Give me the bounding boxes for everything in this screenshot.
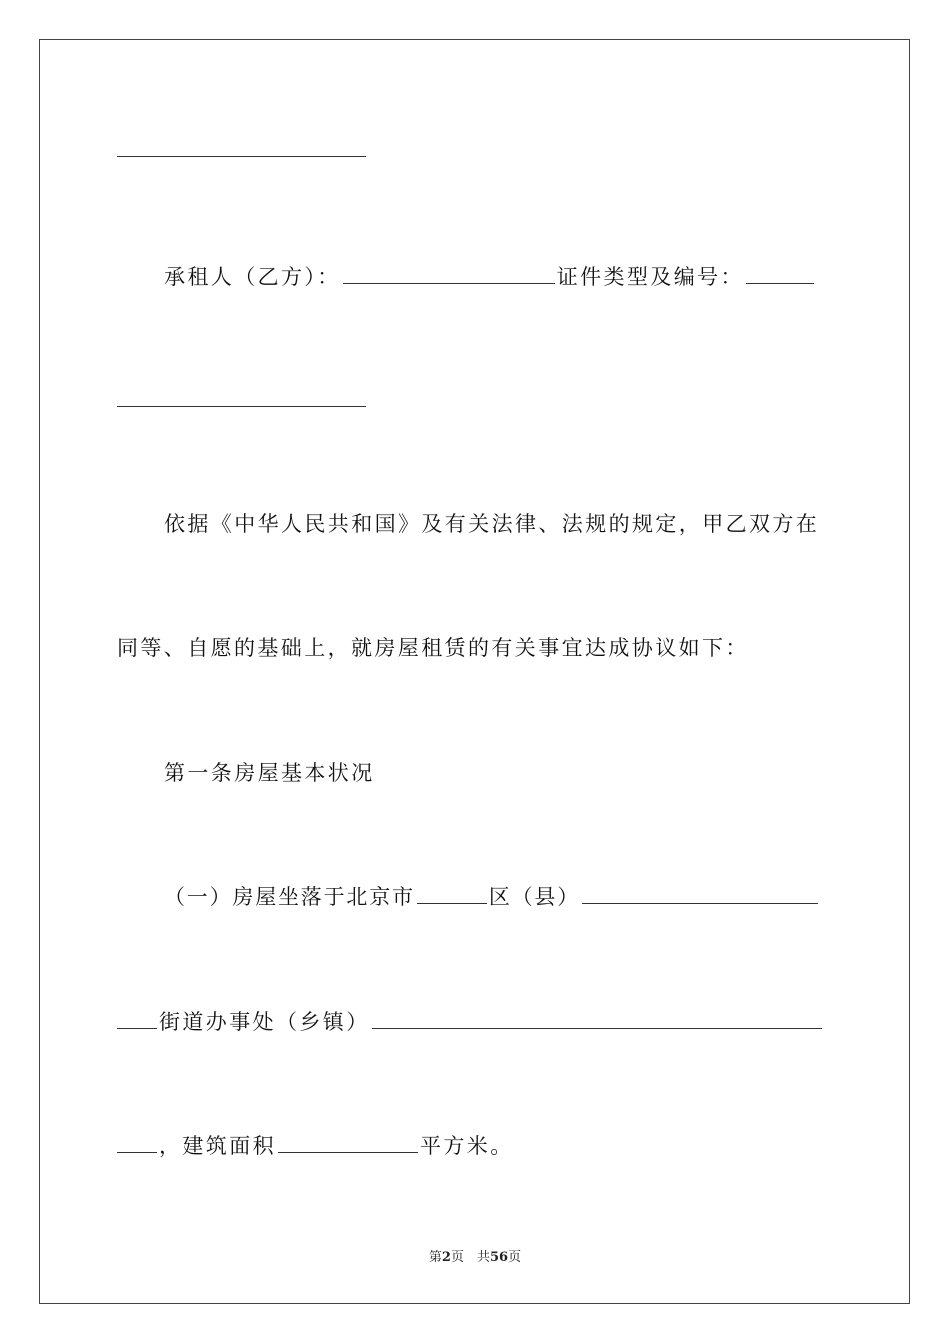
street-label: 街道办事处（乡镇）	[159, 1010, 370, 1034]
footer-total-pages: 56	[489, 1250, 509, 1265]
intro-paragraph-line-1	[164, 509, 837, 539]
street-blank-lead	[117, 1008, 157, 1029]
area-unit: 平方米。	[420, 1134, 514, 1158]
article1-title-text: 第一条房屋基本状况	[164, 761, 375, 785]
area-blank	[278, 1132, 418, 1153]
intro-text-1: 依据《中华人民共和国》及有关法律、法规的规定，甲乙双方在	[164, 512, 820, 536]
intro-paragraph-line-2	[117, 633, 837, 663]
intro-text-2: 同等、自愿的基础上，就房屋租赁的有关事宜达成协议如下：	[117, 636, 749, 660]
county-detail-blank	[582, 883, 818, 904]
area-prefix: ，建筑面积	[159, 1134, 276, 1158]
lessee-label: 承租人（乙方）：	[164, 265, 341, 289]
lessee-line	[164, 262, 837, 292]
footer-page-mid: 页 共	[450, 1250, 490, 1265]
street-detail-blank	[372, 1008, 822, 1029]
address-blank-lead	[117, 1132, 157, 1153]
district-blank	[417, 883, 487, 904]
district-label: 区（县）	[488, 885, 581, 909]
blank-line-continuation-1	[117, 156, 366, 157]
footer-page-suffix: 页	[508, 1250, 522, 1265]
footer-page-number: 2	[441, 1250, 451, 1265]
page-footer	[0, 1246, 950, 1265]
footer-page-prefix: 第	[428, 1250, 442, 1265]
article1-item1-line-2	[117, 1007, 837, 1037]
article1-item1-line-3	[117, 1131, 837, 1161]
location-prefix: （一）房屋坐落于北京市	[164, 885, 415, 909]
lessee-id-blank	[746, 263, 814, 284]
article1-title	[164, 758, 837, 788]
article1-item1-line-1	[164, 882, 837, 912]
lessee-name-blank	[343, 263, 555, 284]
lessee-id-label: 证件类型及编号：	[556, 265, 744, 289]
blank-line-continuation-2	[117, 406, 366, 407]
